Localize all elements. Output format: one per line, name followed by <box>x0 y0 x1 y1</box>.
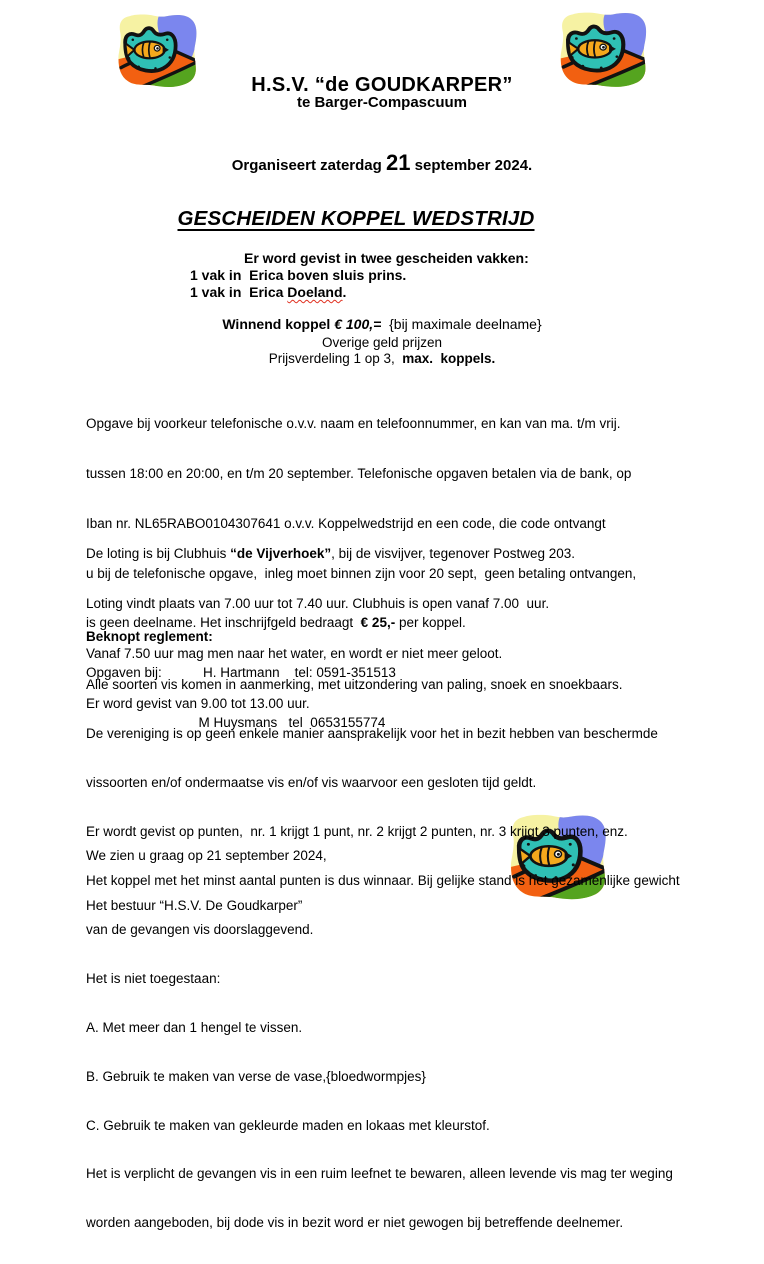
text-line: Er word gevist van 9.00 tot 13.00 uur. <box>86 695 310 711</box>
event-date-line <box>0 146 764 180</box>
text-line: van de gevangen vis doorslaggevend. <box>86 921 314 937</box>
text-line: Loting vindt plaats van 7.00 uur tot 7.40 uur. Clubhuis is open vanaf 7.00 uur. <box>86 595 550 611</box>
contact-line-1: Opgaven bij: H. Hartmann tel: 0591-351513 <box>86 665 396 681</box>
clubhouse-name: “de Vijverhoek” <box>230 546 332 562</box>
contact-line-2: M Huysmans tel 0653155774 <box>86 714 386 730</box>
text-line: vissoorten en/of ondermaatse vis en/of vis waarvoor een gesloten tijd geldt. <box>86 775 537 791</box>
text-line <box>86 546 575 563</box>
closing-paragraph <box>86 815 327 948</box>
prize-distribution-text: Prijsverdeling 1 op 3, <box>268 351 403 366</box>
text-line: Vanaf 7.50 uur mag men naar het water, en wordt er niet meer geloot. <box>86 645 503 661</box>
vak-line-2-suffix: . <box>342 284 347 300</box>
event-date-suffix: september 2024. <box>410 157 533 174</box>
main-title <box>0 205 712 233</box>
lottery-line-post: , bij de visvijver, tegenover Postweg 203. <box>331 546 576 562</box>
winning-prize-line <box>0 315 764 333</box>
text-line: Iban nr. NL65RABO0104307641 o.v.v. Koppelwedstrijd en een code, die code ontvangt <box>86 515 606 531</box>
text-line: C. Gebruik te maken van gekleurde maden en lokaas met kleurstof. <box>86 1117 490 1133</box>
prize-distribution-max: max. koppels. <box>402 351 496 366</box>
rules-heading: Beknopt reglement: <box>86 628 213 644</box>
text-line: Het is verplicht de gevangen vis in een ruim leefnet te bewaren, alleen levende vis mag ter weging <box>86 1166 673 1182</box>
vak-line-2-prefix: 1 vak in Erica <box>190 284 288 300</box>
text-line: Er wordt gevist op punten, nr. 1 krijgt 1 punt, nr. 2 krijgt 2 punten, nr. 3 krijgt 3 punten, enz. <box>86 824 628 840</box>
vak-line-2 <box>190 284 346 301</box>
text-line: Opgave bij voorkeur telefonische o.v.v. naam en telefoonnummer, en kan van ma. t/m vrij. <box>86 416 621 432</box>
vak-line-1: 1 vak in Erica boven sluis prins. <box>190 267 407 283</box>
text-line: De vereniging is op geen enkele manier aansprakelijk voor het in bezit hebben van beschermde <box>86 726 658 742</box>
fee-line-pre: is geen deelname. Het inschrijfgeld bedraagt <box>86 615 361 631</box>
text-line: tussen 18:00 en 20:00, en t/m 20 september. Telefonische opgaven betalen via de bank, op <box>86 465 632 481</box>
fee-amount: € 25,- <box>360 615 396 631</box>
text-line: Alle soorten vis komen in aanmerking, met uitzondering van paling, snoek en snoekbaars. <box>86 677 623 693</box>
club-location: te Barger-Compascuum <box>296 94 468 111</box>
text-line: A. Met meer dan 1 hengel te vissen. <box>86 1019 303 1035</box>
other-prizes-line: Overige geld prijzen <box>321 335 443 350</box>
club-name-title: H.S.V. “de GOUDKARPER” <box>251 74 513 96</box>
winning-prize-label: Winnend koppel <box>222 316 335 332</box>
fee-line-post: per koppel. <box>395 615 466 631</box>
vak-line-2-misspelled-word: Doeland <box>287 284 343 300</box>
prize-distribution-line <box>0 350 764 368</box>
text-line: B. Gebruik te maken van verse de vase,{bloedwormpjes} <box>86 1068 426 1084</box>
vakken-intro-line: Er word gevist in twee gescheiden vakken: <box>244 250 529 266</box>
main-title-text: GESCHEIDEN KOPPEL WEDSTRIJD <box>177 207 535 230</box>
closing-line-1: We zien u graag op 21 september 2024, <box>86 848 327 864</box>
event-day-number: 21 <box>385 150 411 175</box>
winning-prize-note: {bij maximale deelname} <box>381 316 542 332</box>
closing-line-2: Het bestuur “H.S.V. De Goudkarper” <box>86 897 303 913</box>
text-line: u bij de telefonische opgave, inleg moet binnen zijn voor 20 sept, geen betaling ontvangen, <box>86 565 637 581</box>
text-line: Het koppel met het minst aantal punten is dus winnaar. Bij gelijke stand is het gezamenlijke gewicht <box>86 873 680 889</box>
text-line: worden aangeboden, bij dode vis in bezit word er niet gewogen bij betreffende deelnemer. <box>86 1215 624 1231</box>
text-line: Het is niet toegestaan: <box>86 970 221 986</box>
lottery-line-pre: De loting is bij Clubhuis <box>86 546 231 562</box>
event-date-prefix: Organiseert zaterdag <box>231 157 386 174</box>
winning-prize-amount: € 100,= <box>334 316 382 332</box>
